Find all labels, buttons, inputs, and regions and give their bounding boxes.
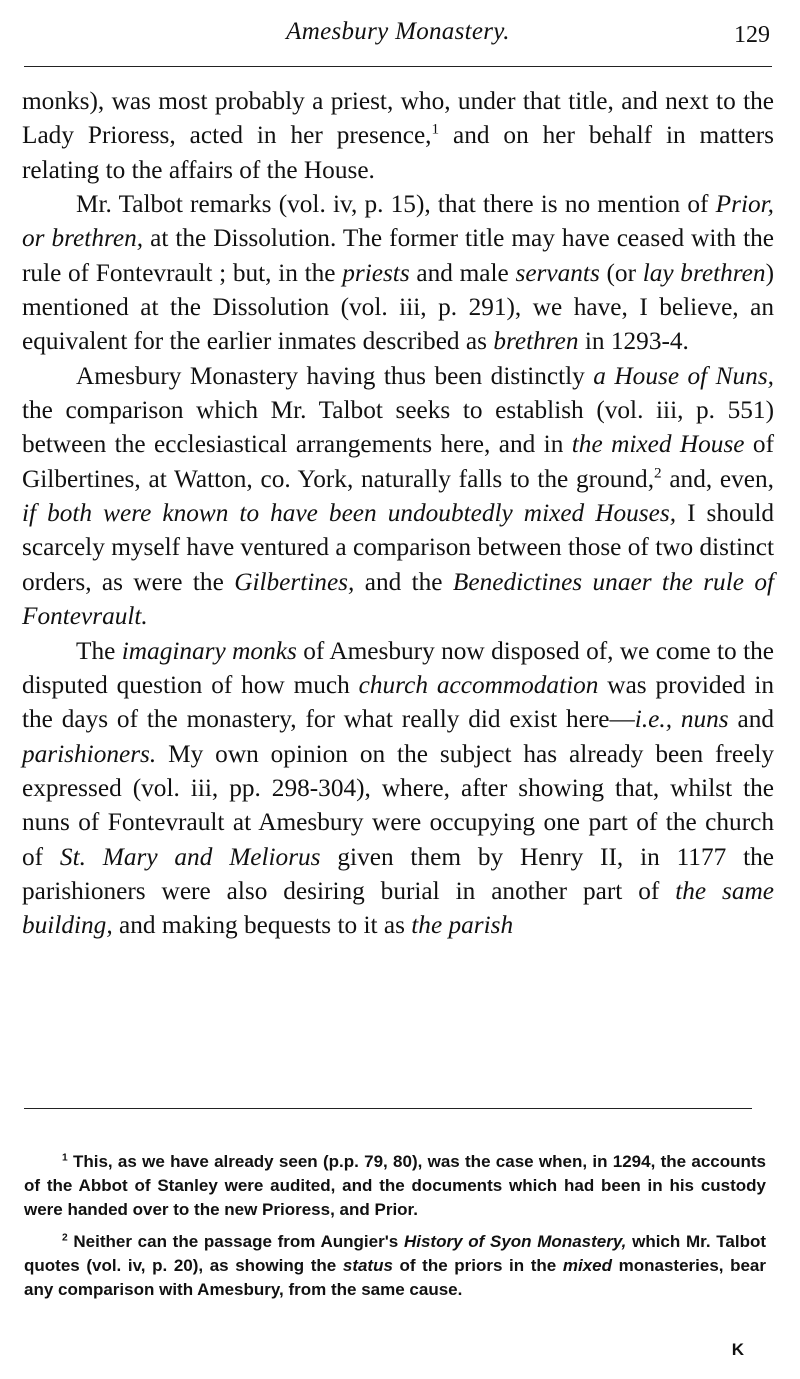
text-run: My own opinion on the subject has already been freely expressed (vol. iii, pp. 298-304), where, after showing that, whilst the nuns of Fontevrault at Amesbury were occupying one part of the church of <box>22 739 774 871</box>
footnotes <box>24 1150 766 1310</box>
italic-run: lay brethren <box>642 258 766 287</box>
text-run: I should scarcely myself have ventured a comparison between those of two distinct orders, as were the <box>22 499 775 596</box>
text-run: the comparison which Mr. Talbot seeks to establish (vol. iii, p. 551) between the ecclesiastical arrangements here, and in <box>22 396 774 459</box>
text-run: of Gilbertines, at Watton, co. York, naturally falls to the ground, <box>22 430 775 493</box>
text-run: of the priors in the <box>392 1256 563 1275</box>
italic-run: a House of Nuns, <box>593 361 774 390</box>
italic-run: status <box>342 1256 393 1275</box>
signature-mark: K <box>731 1340 744 1359</box>
italic-run: the same building, <box>22 876 774 940</box>
italic-run: Benedictines unaer the rule of Fontevrault. <box>22 567 775 631</box>
text-run: which Mr. Talbot quotes (vol. iv, p. 20), as showing the <box>24 1232 766 1275</box>
text-run: and on her behalf in matters relating to the affairs of the House. <box>22 121 774 184</box>
text-run: ) mentioned at the Dissolution (vol. iii, p. 291), we have, I believe, an equivalent for the earlier inmates described as <box>22 258 774 356</box>
text-run: and the <box>354 567 453 596</box>
page-header <box>22 14 774 54</box>
footnote-marker: 1 <box>431 120 440 138</box>
text-run: at the Dissolution. The former title may have ceased with the rule of Fontevrault ; but, in the <box>22 224 774 287</box>
text-run: in 1293-4. <box>578 327 689 356</box>
italic-run: parishioners. <box>22 739 157 768</box>
header-rule <box>24 66 772 67</box>
text-run: given them by Henry II, in 1177 the parishioners were also desiring burial in another part of <box>22 842 774 905</box>
italic-run: Prior, or brethren, <box>22 190 774 253</box>
text-run: Mr. Talbot remarks (vol. iv, p. 15), that there is no mention of <box>76 190 716 219</box>
italic-run: the parish <box>411 911 514 940</box>
text-run: (or <box>599 258 643 287</box>
paragraph <box>22 84 774 187</box>
page-number: 129 <box>734 22 770 48</box>
footnote-rule <box>24 1108 752 1109</box>
paragraph <box>22 187 774 359</box>
italic-run: mixed <box>562 1256 613 1275</box>
paragraph <box>22 359 774 634</box>
paragraph <box>22 634 774 943</box>
italic-run: St. Mary and Meliorus <box>59 842 321 871</box>
body-text <box>22 84 774 943</box>
italic-run: Gilbertines, <box>234 567 355 596</box>
text-run: monasteries, bear any comparison with Amesbury, from the same cause. <box>24 1256 767 1299</box>
italic-run: church accommodation <box>358 670 599 699</box>
text-run: The <box>76 636 122 665</box>
text-run: and <box>728 705 775 734</box>
italic-run: if both were known to have been undoubtedly mixed Houses, <box>22 499 677 528</box>
footnote <box>24 1230 766 1302</box>
footnote <box>24 1150 766 1222</box>
footnote-marker: 2 <box>654 464 662 482</box>
text-run: This, as we have already seen (p.p. 79, 80), was the case when, in 1294, the accounts of the Abbot of Stanley were audited, and the documents which had been in his custody were handed over to the new Prioress, and Prior. <box>24 1152 766 1219</box>
text-run: Amesbury Monastery having thus been distinctly <box>76 361 594 390</box>
text-run: was provided in the days of the monastery, for what really did exist here— <box>22 670 774 734</box>
text-run: Neither can the passage from Aungier's <box>67 1232 404 1251</box>
italic-run: imaginary monks <box>121 636 297 665</box>
text-run: and making bequests to it as <box>112 911 412 940</box>
italic-run: History of Syon Monastery, <box>403 1232 627 1251</box>
italic-run: servants <box>515 258 600 287</box>
italic-run: brethren <box>493 327 579 356</box>
text-run: of Amesbury now disposed of, we come to the disputed question of how much <box>22 636 774 699</box>
footnote-marker: 1 <box>62 1152 68 1164</box>
running-title: Amesbury Monastery. <box>286 18 510 45</box>
italic-run: the mixed House <box>571 430 745 459</box>
text-run: and male <box>409 258 516 287</box>
text-run: monks), was most probably a priest, who, under that title, and next to the Lady Prioress, acted in her presence, <box>22 87 774 150</box>
text-run: and, even, <box>661 464 774 493</box>
italic-run: priests <box>342 258 410 287</box>
italic-run: i.e., nuns <box>634 705 729 734</box>
footnote-marker: 2 <box>62 1232 68 1244</box>
